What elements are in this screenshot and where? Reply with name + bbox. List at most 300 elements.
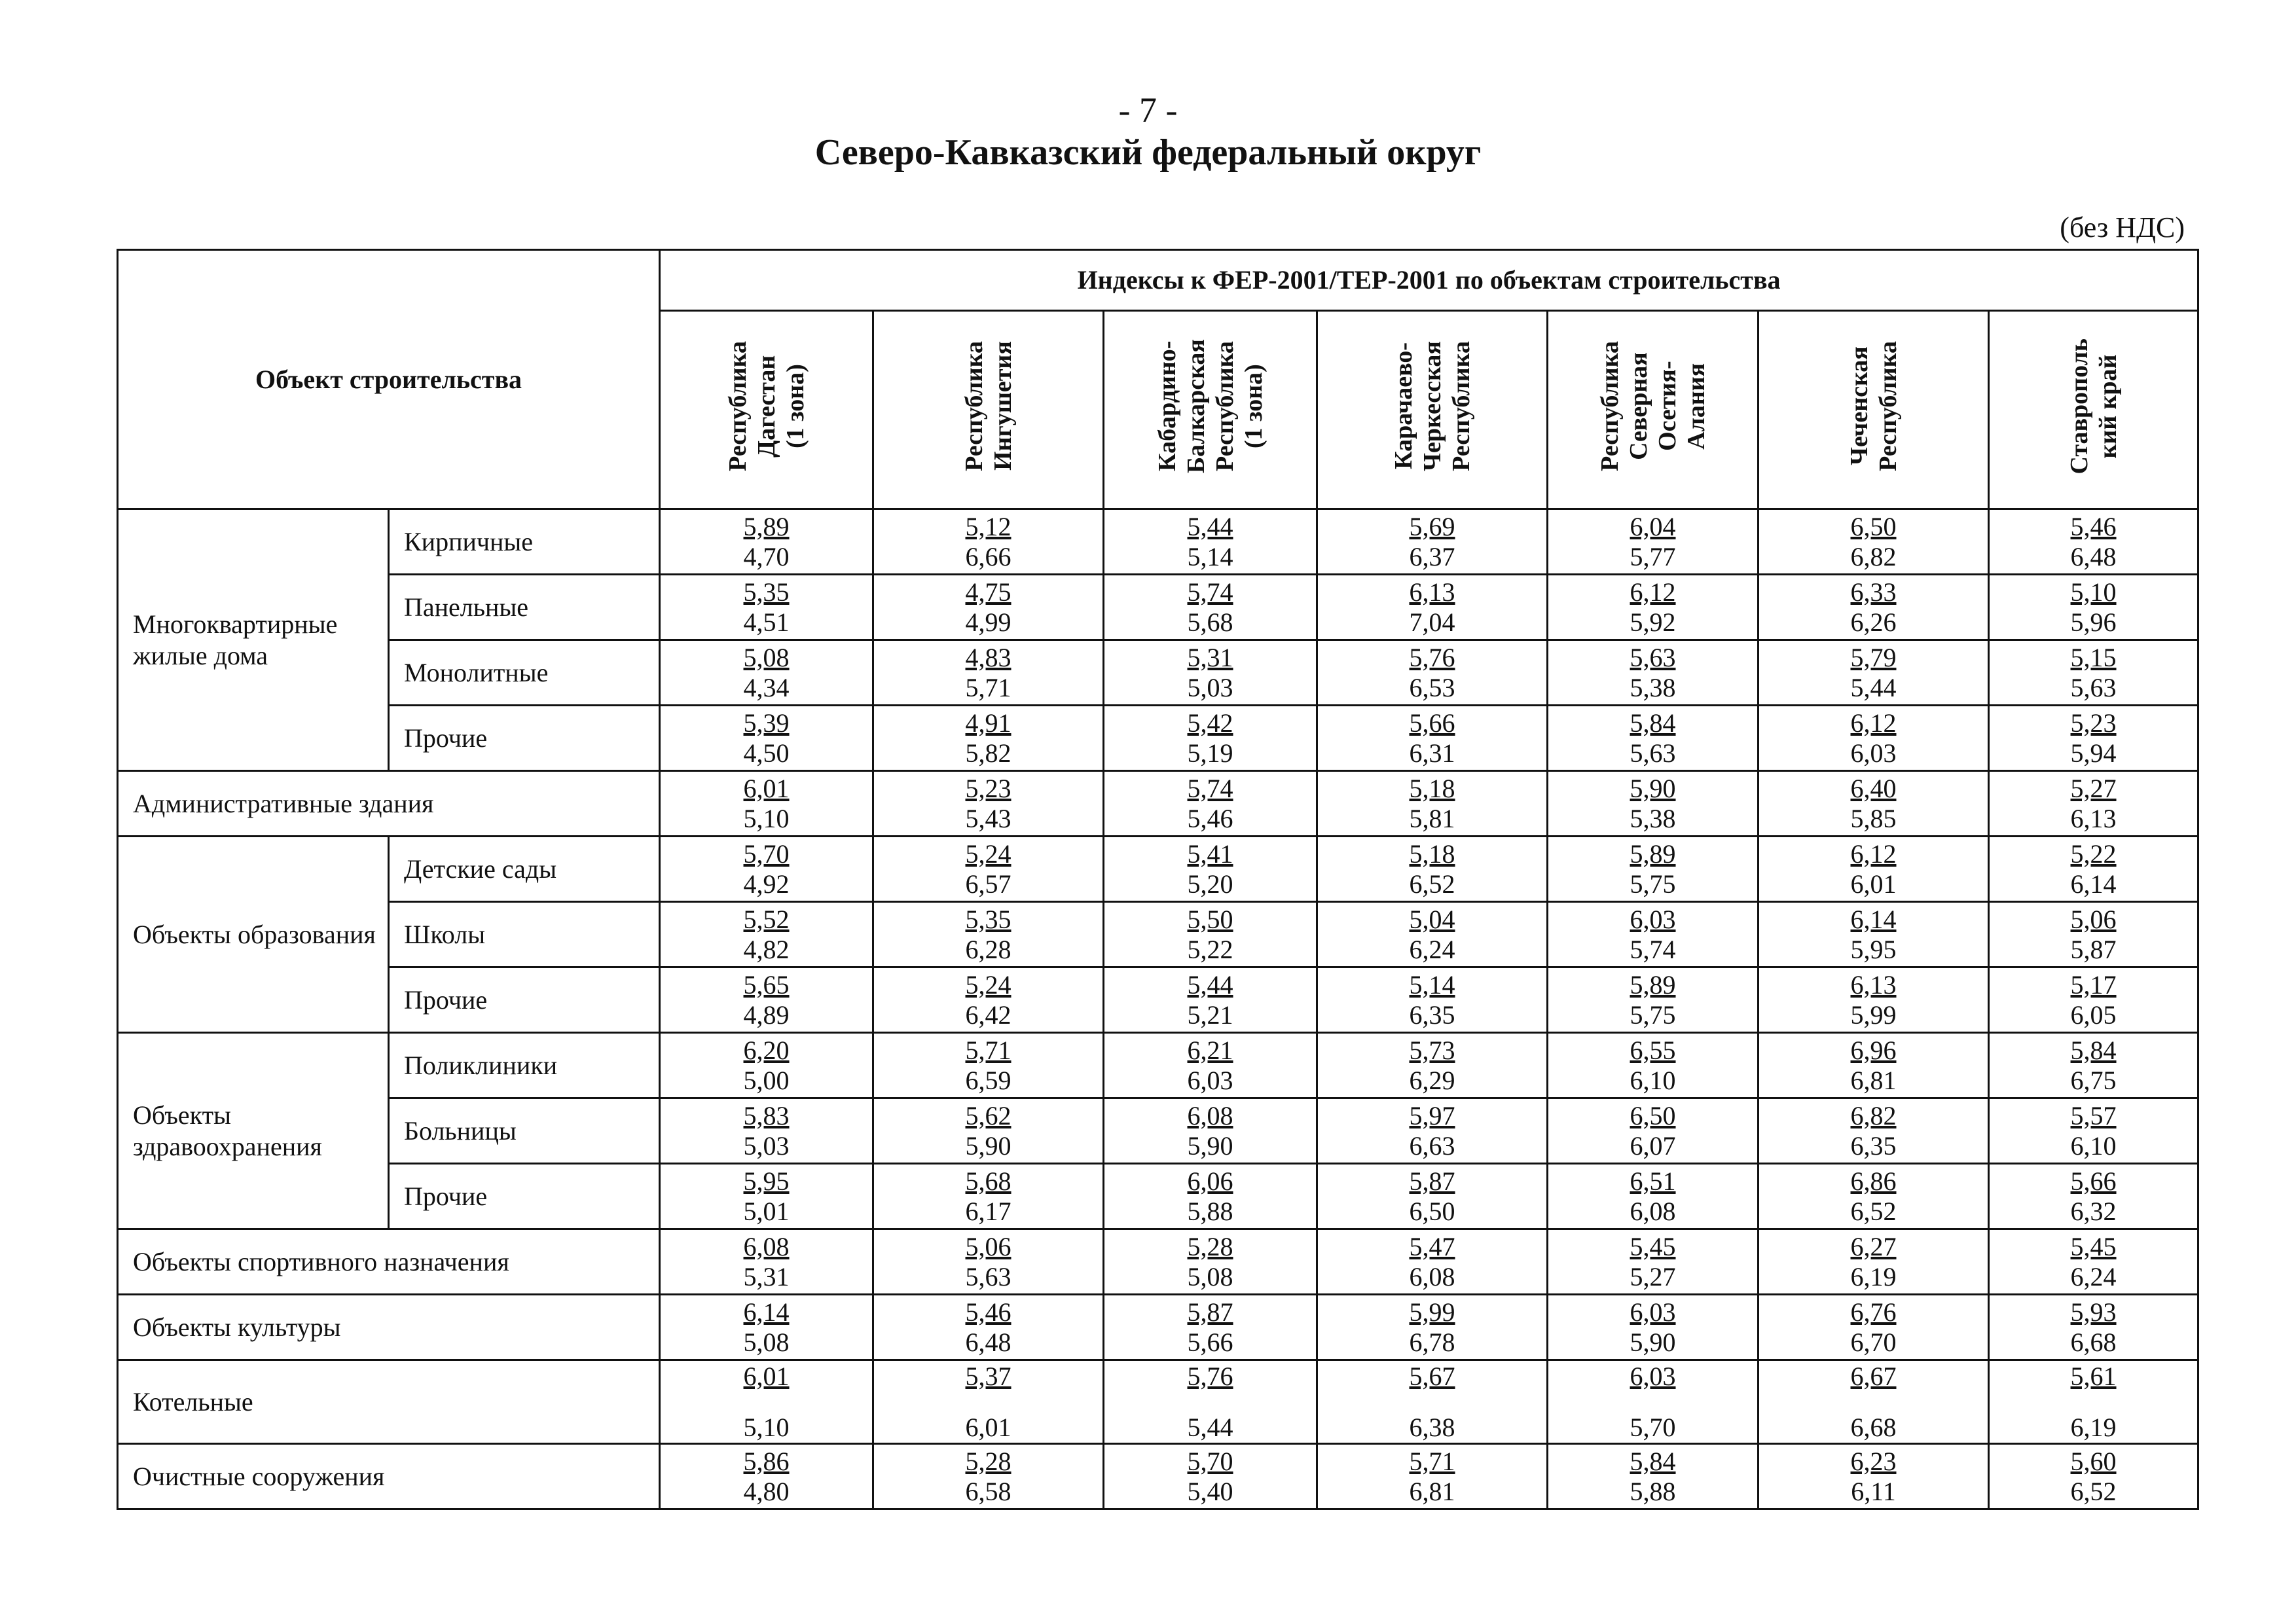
index-value-top: 5,71 [965,1035,1011,1065]
index-value-top: 5,86 [743,1446,790,1476]
index-value-bottom: 6,32 [2070,1196,2117,1226]
index-value-top: 5,06 [2070,904,2117,934]
region-header [660,311,873,509]
index-cell [873,1098,1104,1164]
index-cell [1104,509,1317,575]
index-value-bottom: 5,74 [1630,934,1676,964]
index-cell [1317,575,1548,640]
index-cell [1104,1164,1317,1229]
index-value-top: 5,24 [965,839,1011,869]
index-cell [1989,967,2198,1033]
index-value-bottom: 6,57 [965,869,1011,899]
index-value-top: 5,66 [1409,708,1455,738]
table-row [118,837,2198,902]
table-row [118,902,2198,967]
index-cell [1758,575,1989,640]
index-value-top: 5,74 [1187,773,1233,803]
index-value-top: 5,17 [2070,969,2117,1000]
index-value-bottom: 5,68 [1187,607,1233,637]
index-value-top: 5,28 [965,1446,1011,1476]
index-cell [1548,837,1758,902]
index-value-top: 6,14 [1850,904,1897,934]
index-cell [1317,771,1548,837]
index-value-bottom: 5,88 [1187,1196,1233,1226]
index-cell [873,1444,1104,1509]
index-value-top: 5,76 [1409,642,1455,672]
index-value-bottom: 5,77 [1630,541,1676,571]
index-value-bottom: 6,26 [1850,607,1897,637]
index-value-bottom: 5,87 [2070,934,2117,964]
index-cell [1989,1164,2198,1229]
index-value-top: 5,93 [2070,1297,2117,1327]
subtype-label: Панельные [389,575,660,640]
index-value-top: 6,06 [1187,1166,1233,1196]
index-cell [1548,1229,1758,1295]
index-value-top: 5,41 [1187,839,1233,869]
index-value-bottom: 6,37 [1409,541,1455,571]
index-value-top: 5,23 [2070,708,2117,738]
index-value-bottom: 4,80 [743,1476,790,1506]
index-value-bottom: 6,66 [965,541,1011,571]
table-row [118,1295,2198,1360]
index-cell [1548,1360,1758,1444]
index-value-top: 6,12 [1850,708,1897,738]
index-cell [660,1360,873,1444]
index-value-top: 5,28 [1187,1231,1233,1261]
group-label: Объекты здравоохранения [118,1033,389,1229]
table-body [118,509,2198,1509]
index-cell [1317,509,1548,575]
index-cell [1317,706,1548,771]
index-cell [1548,771,1758,837]
index-value-top: 5,84 [2070,1035,2117,1065]
index-value-bottom: 6,68 [2070,1327,2117,1357]
index-cell [1104,1229,1317,1295]
index-value-top: 5,84 [1630,708,1676,738]
index-cell [1989,1444,2198,1509]
indices-header: Индексы к ФЕР-2001/ТЕР-2001 по объектам строительства [660,250,2198,311]
index-cell [1989,1360,2198,1444]
index-cell [873,640,1104,706]
index-cell [873,1033,1104,1098]
index-value-bottom: 6,03 [1187,1065,1233,1095]
index-value-top: 5,87 [1409,1166,1455,1196]
index-value-top: 5,44 [1187,511,1233,541]
index-value-top: 6,12 [1630,577,1676,607]
index-value-top: 5,97 [1409,1100,1455,1130]
index-value-bottom: 5,03 [1187,672,1233,702]
index-cell [1989,1295,2198,1360]
index-value-top: 6,12 [1850,839,1897,869]
index-cell [1317,1033,1548,1098]
index-value-bottom: 5,81 [1409,803,1455,833]
index-cell [1104,837,1317,902]
index-value-bottom: 4,34 [743,672,790,702]
index-cell [1989,902,2198,967]
index-value-bottom: 5,10 [743,1412,790,1442]
index-value-top: 5,70 [743,839,790,869]
index-value-top: 5,10 [2070,577,2117,607]
index-value-bottom: 6,81 [1850,1065,1897,1095]
index-cell [660,1229,873,1295]
index-value-bottom: 5,63 [2070,672,2117,702]
index-value-top: 5,42 [1187,708,1233,738]
object-label: Котельные [118,1360,660,1444]
index-cell [873,706,1104,771]
index-cell [660,771,873,837]
index-cell [1758,902,1989,967]
index-value-top: 5,71 [1409,1446,1455,1476]
index-cell [1548,902,1758,967]
index-cell [1758,1098,1989,1164]
index-cell [1548,1164,1758,1229]
index-value-bottom: 6,82 [1850,541,1897,571]
index-cell [873,1360,1104,1444]
index-value-top: 5,57 [2070,1100,2117,1130]
table-row [118,706,2198,771]
index-cell [1317,1295,1548,1360]
index-cell [660,1164,873,1229]
index-value-top: 6,03 [1630,904,1676,934]
index-value-bottom: 6,63 [1409,1130,1455,1161]
index-value-bottom: 5,92 [1630,607,1676,637]
index-cell [1548,509,1758,575]
index-value-top: 5,35 [743,577,790,607]
vat-note: (без НДС) [2060,211,2185,244]
index-cell [1758,640,1989,706]
index-value-bottom: 5,14 [1187,541,1233,571]
index-cell [873,837,1104,902]
index-cell [1989,1229,2198,1295]
index-value-bottom: 4,82 [743,934,790,964]
index-value-bottom: 5,71 [965,672,1011,702]
index-cell [1104,575,1317,640]
index-value-bottom: 5,08 [1187,1261,1233,1291]
index-value-top: 6,96 [1850,1035,1897,1065]
index-value-top: 6,50 [1630,1100,1676,1130]
table-row [118,1360,2198,1444]
region-name: Республика Ингушетия [960,341,1017,471]
table-row [118,967,2198,1033]
index-value-bottom: 6,52 [2070,1476,2117,1506]
table-row [118,575,2198,640]
index-cell [1104,640,1317,706]
index-value-bottom: 6,08 [1409,1261,1455,1291]
index-value-bottom: 6,03 [1850,738,1897,768]
index-cell [660,640,873,706]
index-value-bottom: 6,10 [2070,1130,2117,1161]
index-value-bottom: 5,66 [1187,1327,1233,1357]
index-cell [1758,837,1989,902]
index-cell [660,967,873,1033]
index-value-top: 5,47 [1409,1231,1455,1261]
object-column-header: Объект строительства [118,250,660,509]
index-cell [1758,1033,1989,1098]
index-value-bottom: 6,59 [965,1065,1011,1095]
index-value-top: 5,76 [1187,1361,1233,1391]
index-value-top: 4,91 [965,708,1011,738]
index-value-top: 5,35 [965,904,1011,934]
index-cell [1989,837,2198,902]
index-cell [873,1164,1104,1229]
index-value-top: 5,37 [965,1361,1011,1391]
region-header [1104,311,1317,509]
index-value-top: 5,14 [1409,969,1455,1000]
index-value-top: 5,95 [743,1166,790,1196]
index-cell [1989,1098,2198,1164]
index-cell [873,1295,1104,1360]
index-value-bottom: 4,50 [743,738,790,768]
index-value-top: 5,90 [1630,773,1676,803]
index-value-bottom: 6,07 [1630,1130,1676,1161]
index-value-bottom: 6,52 [1850,1196,1897,1226]
index-value-top: 6,51 [1630,1166,1676,1196]
index-value-top: 5,24 [965,969,1011,1000]
index-value-top: 5,89 [1630,839,1676,869]
region-header [1548,311,1758,509]
index-value-top: 5,45 [2070,1231,2117,1261]
index-value-top: 6,33 [1850,577,1897,607]
index-value-bottom: 6,01 [1850,869,1897,899]
index-value-top: 5,12 [965,511,1011,541]
index-value-top: 6,04 [1630,511,1676,541]
index-value-top: 5,62 [965,1100,1011,1130]
index-cell [660,1295,873,1360]
index-value-bottom: 5,99 [1850,1000,1897,1030]
index-value-bottom: 6,17 [965,1196,1011,1226]
index-value-top: 6,13 [1409,577,1455,607]
index-cell [660,837,873,902]
index-value-top: 6,27 [1850,1231,1897,1261]
index-value-bottom: 5,00 [743,1065,790,1095]
index-value-bottom: 4,51 [743,607,790,637]
index-value-top: 5,08 [743,642,790,672]
index-value-bottom: 5,40 [1187,1476,1233,1506]
index-value-bottom: 6,58 [965,1476,1011,1506]
index-value-bottom: 6,19 [2070,1412,2117,1442]
index-value-top: 6,13 [1850,969,1897,1000]
index-value-bottom: 5,75 [1630,1000,1676,1030]
index-value-top: 6,08 [1187,1100,1233,1130]
index-cell [660,1444,873,1509]
index-cell [1989,575,2198,640]
index-value-top: 4,83 [965,642,1011,672]
index-value-top: 5,99 [1409,1297,1455,1327]
index-value-bottom: 5,21 [1187,1000,1233,1030]
index-value-top: 6,23 [1850,1446,1897,1476]
index-cell [1548,575,1758,640]
index-value-top: 5,66 [2070,1166,2117,1196]
object-label: Очистные сооружения [118,1444,660,1509]
index-cell [1104,1360,1317,1444]
index-value-bottom: 4,70 [743,541,790,571]
index-value-bottom: 6,52 [1409,869,1455,899]
index-cell [1758,1164,1989,1229]
index-value-bottom: 5,88 [1630,1476,1676,1506]
subtype-label: Прочие [389,967,660,1033]
index-value-bottom: 5,03 [743,1130,790,1161]
index-cell [1317,1098,1548,1164]
index-cell [1758,1360,1989,1444]
index-value-bottom: 5,90 [965,1130,1011,1161]
index-value-bottom: 6,13 [2070,803,2117,833]
index-value-top: 5,18 [1409,839,1455,869]
index-value-bottom: 5,75 [1630,869,1676,899]
index-value-top: 6,21 [1187,1035,1233,1065]
index-cell [1548,1098,1758,1164]
page-number: - 7 - [1118,90,1178,130]
index-value-bottom: 6,19 [1850,1261,1897,1291]
index-value-bottom: 5,63 [965,1261,1011,1291]
region-name: Республика Дагестан (1 зона) [723,341,809,471]
index-cell [1317,1164,1548,1229]
index-value-bottom: 5,94 [2070,738,2117,768]
index-value-bottom: 6,50 [1409,1196,1455,1226]
index-value-bottom: 5,82 [965,738,1011,768]
index-value-bottom: 5,95 [1850,934,1897,964]
index-cell [1317,1360,1548,1444]
index-value-bottom: 6,42 [965,1000,1011,1030]
index-value-bottom: 6,08 [1630,1196,1676,1226]
index-value-bottom: 5,38 [1630,672,1676,702]
index-cell [1104,902,1317,967]
index-cell [1758,706,1989,771]
subtype-label: Школы [389,902,660,967]
table-row [118,1444,2198,1509]
subtype-label: Кирпичные [389,509,660,575]
index-value-top: 5,89 [743,511,790,541]
index-value-top: 6,55 [1630,1035,1676,1065]
index-cell [1758,967,1989,1033]
object-label: Объекты культуры [118,1295,660,1360]
index-value-top: 6,67 [1850,1361,1897,1391]
table-row [118,1098,2198,1164]
index-cell [873,771,1104,837]
table-row [118,1033,2198,1098]
index-cell [1758,1444,1989,1509]
subtype-label: Монолитные [389,640,660,706]
index-cell [660,509,873,575]
region-name: Чеченская Республика [1845,341,1902,471]
index-value-top: 6,50 [1850,511,1897,541]
index-value-bottom: 4,92 [743,869,790,899]
subtype-label: Прочие [389,1164,660,1229]
index-value-top: 5,46 [965,1297,1011,1327]
index-value-top: 6,14 [743,1297,790,1327]
index-value-top: 5,67 [1409,1361,1455,1391]
index-cell [1317,902,1548,967]
index-value-bottom: 5,63 [1630,738,1676,768]
index-value-bottom: 5,31 [743,1261,790,1291]
index-cell [1758,509,1989,575]
subtype-label: Детские сады [389,837,660,902]
index-value-top: 5,31 [1187,642,1233,672]
index-value-bottom: 6,68 [1850,1412,1897,1442]
index-cell [1548,1444,1758,1509]
index-value-bottom: 6,78 [1409,1327,1455,1357]
index-table [117,249,2199,1510]
region-header [873,311,1104,509]
region-name: Ставрополь кий край [2065,338,2122,475]
table-row [118,1164,2198,1229]
index-value-top: 5,23 [965,773,1011,803]
index-cell [1317,1444,1548,1509]
index-value-top: 5,27 [2070,773,2117,803]
index-cell [1758,771,1989,837]
index-value-bottom: 5,85 [1850,803,1897,833]
index-value-top: 5,04 [1409,904,1455,934]
index-value-top: 5,73 [1409,1035,1455,1065]
index-value-top: 5,89 [1630,969,1676,1000]
table-row [118,1229,2198,1295]
index-cell [1548,1295,1758,1360]
index-value-top: 6,01 [743,1361,790,1391]
index-value-top: 5,15 [2070,642,2117,672]
index-cell [1758,1229,1989,1295]
index-value-bottom: 5,38 [1630,803,1676,833]
index-value-top: 5,18 [1409,773,1455,803]
index-cell [660,1033,873,1098]
region-name: Карачаево- Черкесская Республика [1389,341,1475,471]
index-cell [1104,1295,1317,1360]
index-value-top: 6,82 [1850,1100,1897,1130]
index-value-bottom: 6,29 [1409,1065,1455,1095]
index-value-bottom: 5,44 [1187,1412,1233,1442]
index-value-top: 6,40 [1850,773,1897,803]
index-cell [1989,1033,2198,1098]
table-row [118,509,2198,575]
index-value-top: 5,39 [743,708,790,738]
index-value-bottom: 5,44 [1850,672,1897,702]
index-value-bottom: 5,90 [1187,1130,1233,1161]
index-value-top: 5,69 [1409,511,1455,541]
index-value-bottom: 6,11 [1851,1476,1896,1506]
index-cell [1989,771,2198,837]
index-value-bottom: 6,01 [965,1412,1011,1442]
index-value-bottom: 5,10 [743,803,790,833]
index-cell [873,1229,1104,1295]
index-value-top: 5,06 [965,1231,1011,1261]
index-value-bottom: 5,90 [1630,1327,1676,1357]
index-value-bottom: 6,81 [1409,1476,1455,1506]
object-label: Административные здания [118,771,660,837]
index-value-top: 6,86 [1850,1166,1897,1196]
index-value-top: 5,22 [2070,839,2117,869]
subtype-label: Поликлиники [389,1033,660,1098]
index-cell [660,1098,873,1164]
index-value-bottom: 5,22 [1187,934,1233,964]
index-cell [1104,1098,1317,1164]
index-value-top: 5,68 [965,1166,1011,1196]
index-value-bottom: 6,28 [965,934,1011,964]
region-header [1317,311,1548,509]
index-cell [1104,967,1317,1033]
index-value-top: 6,08 [743,1231,790,1261]
index-cell [1548,640,1758,706]
index-value-bottom: 6,38 [1409,1412,1455,1442]
index-value-bottom: 6,05 [2070,1000,2117,1030]
index-cell [1104,1444,1317,1509]
index-cell [1548,706,1758,771]
index-cell [873,902,1104,967]
index-cell [1317,837,1548,902]
index-value-bottom: 6,70 [1850,1327,1897,1357]
index-value-bottom: 5,19 [1187,738,1233,768]
index-value-top: 5,79 [1850,642,1897,672]
index-value-bottom: 5,46 [1187,803,1233,833]
index-value-bottom: 4,99 [965,607,1011,637]
region-header [1758,311,1989,509]
